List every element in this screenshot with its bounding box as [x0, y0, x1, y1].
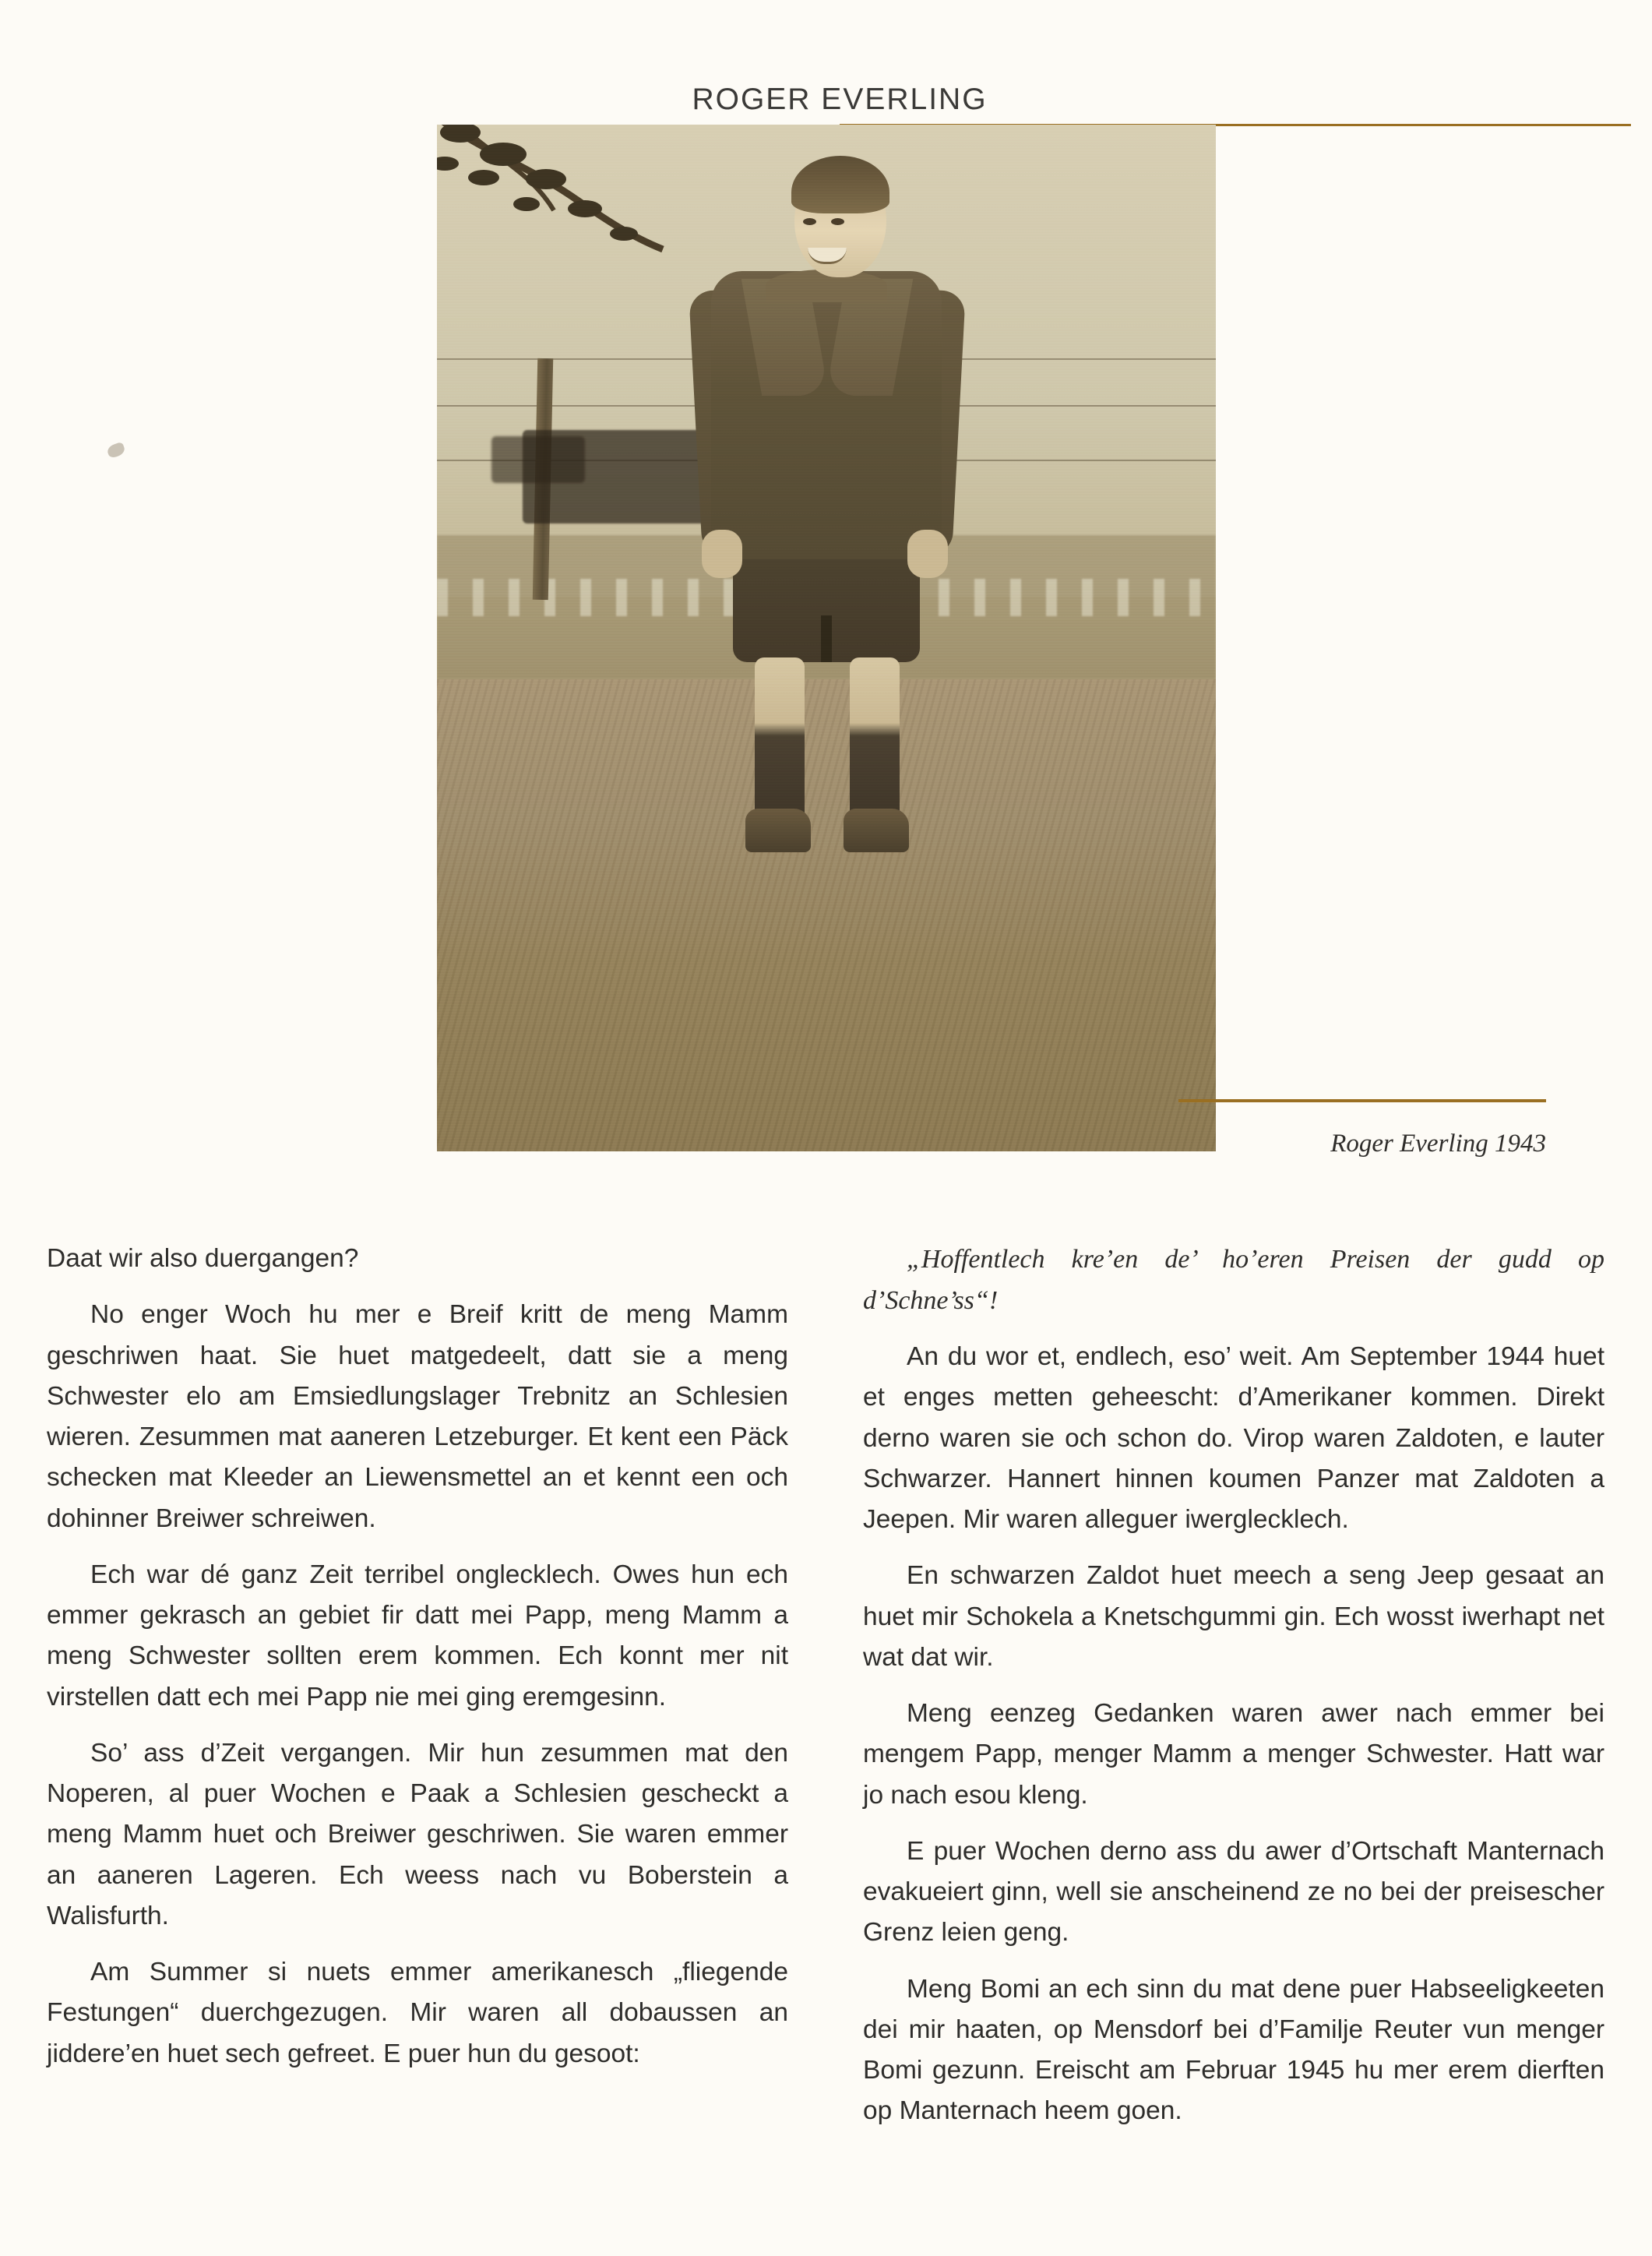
paragraph: Daat wir also duergangen?: [47, 1244, 359, 1273]
paragraph: Ech war dé ganz Zeit terribel onglecklech. Owes hun ech emmer gekrasch an gebiet fir datt mei Papp, meng Mamm a meng Schwester sollten erem kommen. Ech konnt mer nit virstellen datt ech mei Papp nie mei ging eremgesinn.: [47, 1560, 788, 1711]
caption-rule: [1178, 1099, 1546, 1102]
boy-eye: [831, 218, 844, 225]
paragraph: En schwarzen Zaldot huet meech a seng Jeep gesaat an huet mir Schokela a Knetschgummi gin. Ech wosst iwerhapt net wat dat wir.: [863, 1561, 1604, 1672]
paragraph: Meng eenzeg Gedanken waren awer nach emmer bei mengem Papp, menger Mamm a menger Schwester. Hatt war jo nach esou kleng.: [863, 1699, 1604, 1810]
boy-coat: [711, 271, 942, 559]
paragraph: Am Summer si nuets emmer amerikanesch „fliegende Festungen“ duerchgezugen. Mir waren all dobaussen an jiddere’en huet sech gefreet. E puer hun du gesoot:: [47, 1958, 788, 2068]
paper-speck: [106, 442, 126, 460]
column-right: [863, 1239, 1604, 2148]
boy-left-shoe: [745, 809, 811, 852]
column-left: [47, 1239, 788, 2148]
body-columns: [47, 1239, 1604, 2148]
boy-eye: [803, 218, 816, 225]
boy-left-leg: [755, 657, 805, 821]
boy-left-hand: [702, 530, 742, 578]
paragraph: Meng Bomi an ech sinn du mat dene puer Habseeligkeeten dei mir haaten, op Mensdorf bei d’Familje Reuter vun menger Bomi gezunn. Ereischt am Februar 1945 hu mer erem dierften op Manternach heem goen.: [863, 1974, 1604, 2126]
photograph-image: [437, 125, 1216, 1151]
paragraph: E puer Wochen derno ass du awer d’Ortschaft Manternach evakueiert ginn, well sie anscheinend ze no bei der preisescher Grenz leien geng.: [863, 1836, 1604, 1948]
boy-hair: [791, 156, 889, 213]
boy-right-leg: [850, 657, 900, 821]
photograph: [437, 125, 1216, 1151]
paragraph: So’ ass d’Zeit vergangen. Mir hun zesummen mat den Noperen, al puer Wochen e Paak a Schlesien gescheckt a meng Mamm huet och Breiwer geschriwen. Sie waren emmer an aaneren Lageren. Ech weess nach vu Boberstein a Walisfurth.: [47, 1738, 788, 1930]
page-title: ROGER EVERLING: [692, 83, 988, 116]
paragraph: An du wor et, endlech, eso’ weit. Am September 1944 huet et enges metten geheescht: d’Amerikaner kommen. Direkt derno waren sie och schon do. Virop waren Zaldoten, e lauter Schwarzer. Hannert hinnen koumen Panzer mat Zaldoten a Jeepen. Mir waren alleguer iwerglecklech.: [863, 1342, 1604, 1535]
photo-boy-figure: [437, 125, 1216, 1151]
boy-right-hand: [907, 530, 948, 578]
paragraph: „Hoffentlech kre’en de’ ho’eren Preisen der gudd op d’Schne’ss“!: [863, 1245, 1604, 1316]
paragraph: No enger Woch hu mer e Breif kritt de meng Mamm geschriwen haat. Sie huet matgedeelt, datt sie a meng Schwester elo am Emsiedlungslager Trebnitz an Schlesien wieren. Zesummen mat aaneren Letzeburger. Et kent een Päck schecken mat Kleeder an Liewensmettel an et kennt een och dohinner Breiwer schreiwen.: [47, 1300, 788, 1533]
photo-caption: Roger Everling 1943: [1330, 1130, 1546, 1158]
boy-right-shoe: [844, 809, 909, 852]
page-header: [0, 41, 1652, 116]
